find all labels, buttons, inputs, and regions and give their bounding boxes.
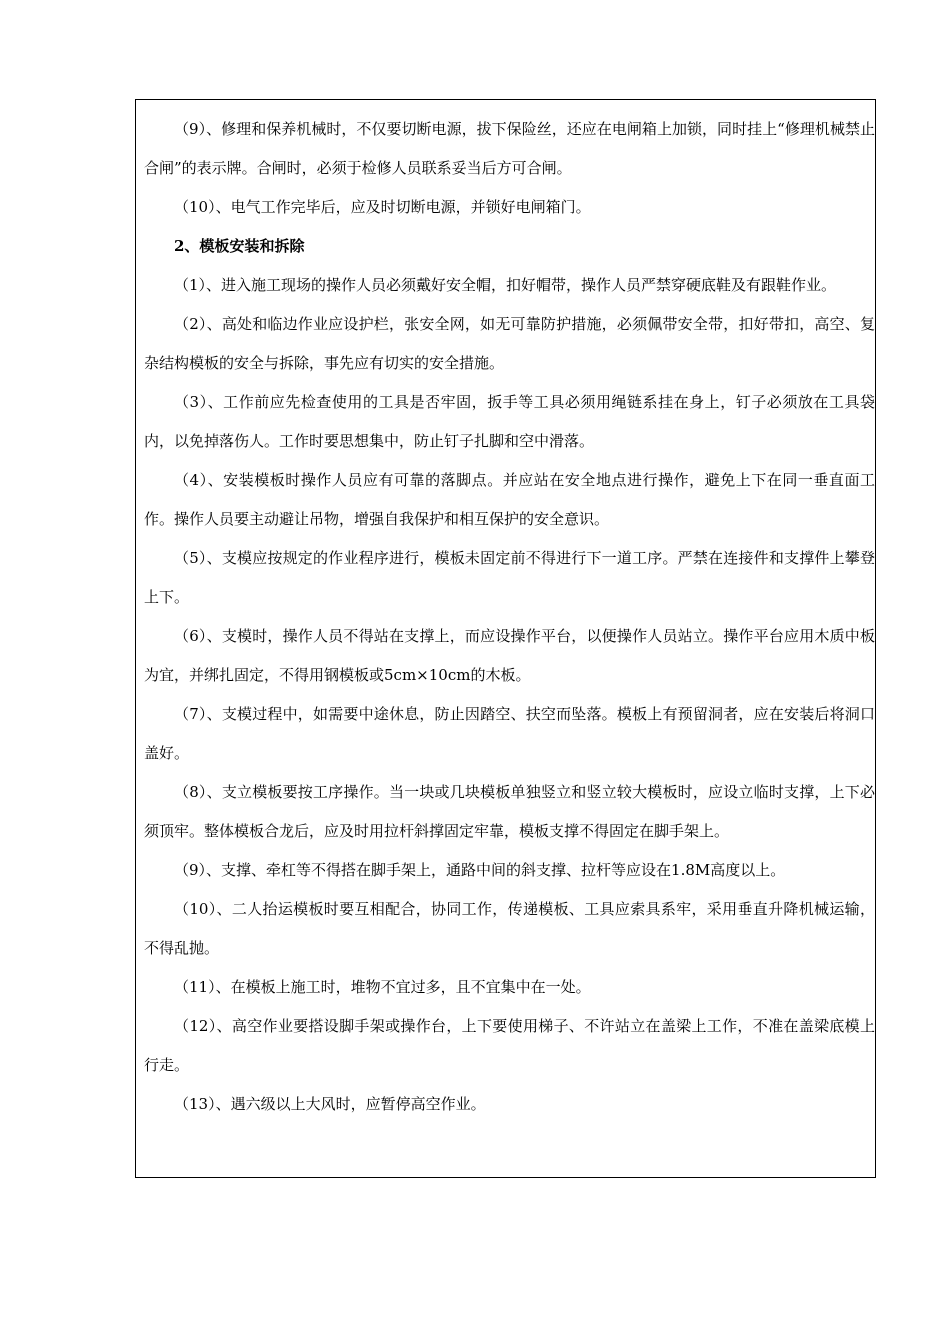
formwork-item-9: （9）、支撑、牵杠等不得搭在脚手架上，通路中间的斜支撑、拉杆等应设在1.8M高度以上。 (174, 861, 786, 879)
electrical-item-9: （9）、修理和保养机械时，不仅要切断电源，拔下保险丝，还应在电闸箱上加锁，同时挂上“修理机械禁止合闸”的表示牌。合闸时，必须于检修人员联系妥当后方可合闸。 (144, 120, 875, 177)
formwork-item-12: （12）、高空作业要搭设脚手架或操作台，上下要使用梯子、不许站立在盖梁上工作，不准在盖梁底模上行走。 (144, 1017, 875, 1074)
document-body (144, 100, 875, 1124)
formwork-item-8: （8）、支立模板要按工序操作。当一块或几块模板单独竖立和竖立较大模板时，应设立临时支撑，上下必须顶牢。整体模板合龙后，应及时用拉杆斜撑固定牢靠，模板支撑不得固定在脚手架上。 (144, 783, 875, 840)
formwork-item-10: （10）、二人抬运模板时要互相配合，协同工作，传递模板、工具应索具系牢，采用垂直升降机械运输，不得乱抛。 (144, 900, 875, 957)
formwork-item-6: （6）、支模时，操作人员不得站在支撑上，而应设操作平台，以便操作人员站立。操作平台应用木质中板为宜，并绑扎固定，不得用钢模板或5cm×10cm的木板。 (144, 627, 875, 684)
formwork-item-1: （1）、进入施工现场的操作人员必须戴好安全帽，扣好帽带，操作人员严禁穿硬底鞋及有跟鞋作业。 (174, 276, 837, 294)
formwork-item-13: （13）、遇六级以上大风时，应暂停高空作业。 (174, 1095, 486, 1113)
formwork-item-7: （7）、支模过程中，如需要中途休息，防止因踏空、扶空而坠落。模板上有预留洞者，应在安装后将洞口盖好。 (144, 705, 875, 762)
document-frame (135, 99, 876, 1178)
formwork-item-4: （4）、安装模板时操作人员应有可靠的落脚点。并应站在安全地点进行操作，避免上下在同一垂直面工作。操作人员要主动避让吊物，增强自我保护和相互保护的安全意识。 (144, 471, 875, 528)
formwork-item-3: （3）、工作前应先检查使用的工具是否牢固，扳手等工具必须用绳链系挂在身上，钉子必须放在工具袋内，以免掉落伤人。工作时要思想集中，防止钉子扎脚和空中滑落。 (144, 393, 875, 450)
formwork-item-2: （2）、高处和临边作业应设护栏，张安全网，如无可靠防护措施，必须佩带安全带，扣好带扣，高空、复杂结构模板的安全与拆除，事先应有切实的安全措施。 (144, 315, 875, 372)
formwork-item-11: （11）、在模板上施工时，堆物不宜过多，且不宜集中在一处。 (174, 978, 591, 996)
section-heading-formwork: 2、模板安装和拆除 (174, 237, 305, 255)
formwork-item-5: （5）、支模应按规定的作业程序进行，模板未固定前不得进行下一道工序。严禁在连接件和支撑件上攀登上下。 (144, 549, 875, 606)
electrical-item-10: （10）、电气工作完毕后，应及时切断电源，并锁好电闸箱门。 (174, 198, 591, 216)
